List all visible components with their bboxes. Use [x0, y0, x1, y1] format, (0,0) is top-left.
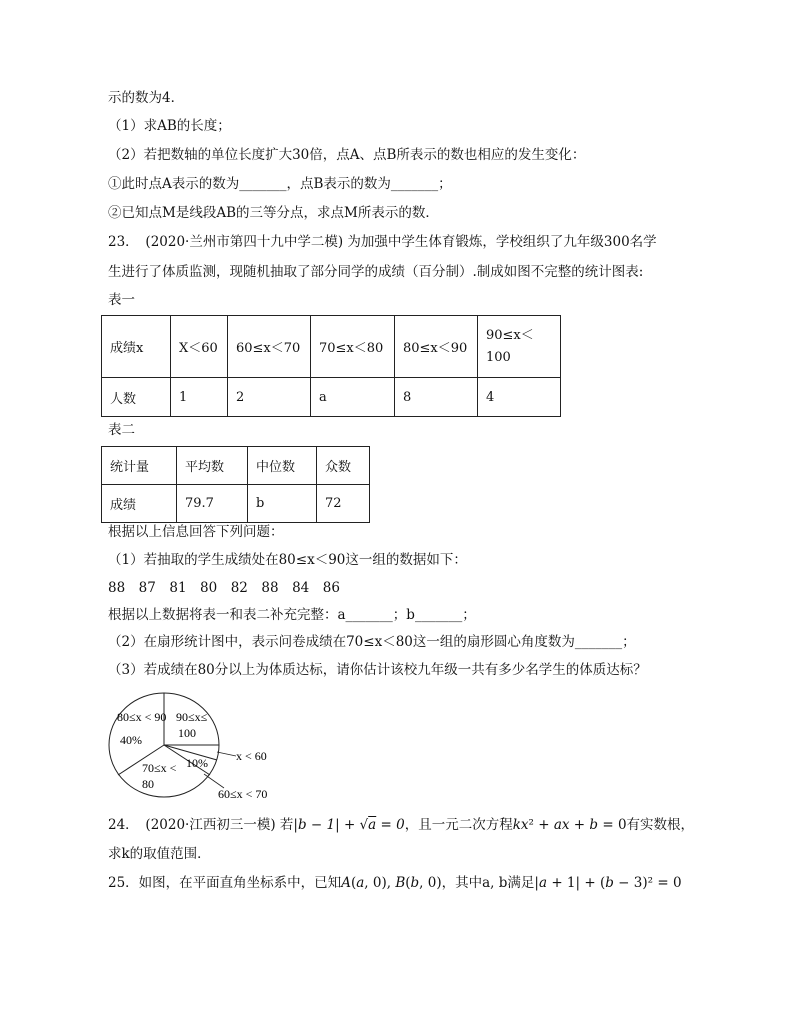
- q24-line-2: 求k的取值范围．: [108, 846, 211, 862]
- table-cell: 成绩: [102, 485, 177, 523]
- prev-question-part-3: ①此时点A表示的数为_______，点B表示的数为_______；: [108, 176, 452, 192]
- slice-percent: 40%: [120, 733, 142, 747]
- table-cell: 1: [171, 378, 228, 417]
- table-one: [101, 315, 561, 417]
- table-cell: 4: [478, 378, 561, 417]
- table-cell: 2: [228, 378, 311, 417]
- slice-label: 80: [142, 777, 154, 791]
- table-cell: X＜60: [171, 316, 228, 378]
- table-cell: a: [311, 378, 395, 417]
- table-cell: 80≤x＜90: [395, 316, 478, 378]
- table-two-data-row: [102, 485, 370, 523]
- outer-label: x < 60: [236, 749, 267, 763]
- table-cell: 成绩x: [102, 316, 171, 378]
- table-cell: 统计量: [102, 447, 177, 485]
- q25-text: 25．如图，在平面直角坐标系中，已知: [108, 875, 342, 891]
- table-cell: 72: [317, 485, 370, 523]
- table-cell: 人数: [102, 378, 171, 417]
- slice-label: 80≤x < 90: [117, 710, 167, 724]
- table-one-header-row: [102, 316, 561, 378]
- table-one-data-row: [102, 378, 561, 417]
- q24-text: ，且一元二次方程: [404, 817, 513, 833]
- q25-formula-condition: |a + 1| + (b − 3)² = 0: [534, 875, 682, 891]
- q23-data-values: 88 87 81 80 82 88 84 86: [108, 580, 340, 596]
- q25-formula-points: A(a, 0), B(b, 0): [341, 875, 442, 891]
- slice-label: 100: [178, 726, 196, 740]
- slice-label: 70≤x <: [142, 761, 177, 775]
- q25-text: ，其中a, b满足: [441, 875, 535, 891]
- table1-caption: 表一: [108, 292, 135, 308]
- q23-sub-question-2: （2）在扇形统计图中，表示问卷成绩在70≤x＜80这一组的扇形圆心角度数为_______；: [108, 634, 636, 650]
- table-cell: 60≤x＜70: [228, 316, 311, 378]
- q23-sub-question-3: （3）若成绩在80分以上为体质达标，请你估计该校九年级一共有多少名学生的体质达标？: [108, 662, 647, 678]
- leader-line: [204, 774, 224, 788]
- table-cell: 众数: [317, 447, 370, 485]
- table-cell: 中位数: [248, 447, 317, 485]
- table-cell: b: [248, 485, 317, 523]
- pie-chart: [106, 690, 286, 808]
- prev-question-part-2: （2）若把数轴的单位长度扩大30倍，点A、点B所表示的数也相应的发生变化：: [108, 147, 586, 163]
- q24-text: 24． (2020·江西初三一模) 若: [108, 817, 294, 833]
- leader-line: [217, 752, 236, 756]
- q24-text: 有实数根，: [626, 817, 695, 833]
- prev-question-part-1: （1）求AB的长度；: [108, 118, 231, 134]
- q23-fill-blanks: 根据以上数据将表一和表二补充完整：a_______；b_______；: [108, 607, 476, 623]
- q23-line-2: 生进行了体质监测，现随机抽取了部分同学的成绩（百分制）.制成如图不完整的统计图表:: [108, 264, 644, 280]
- table-cell-line: 100: [486, 349, 511, 365]
- table-cell: 79.7: [177, 485, 248, 523]
- q23-sub-question-1: （1）若抽取的学生成绩处在80≤x＜90这一组的数据如下：: [108, 552, 467, 568]
- prev-question-tail: 示的数为4．: [108, 90, 185, 106]
- q24-line-1: [108, 815, 694, 835]
- q24-formula-abs-sqrt: |b − 1| + √a = 0: [293, 817, 405, 833]
- table-two: [101, 446, 370, 523]
- q23-line-1: 23． (2020·兰州市第四十九中学二模) 为加强中学生体育锻炼，学校组织了九年级300名学: [108, 234, 657, 250]
- slice-percent: 10%: [186, 756, 208, 770]
- table-cell: 平均数: [177, 447, 248, 485]
- outer-label: 60≤x < 70: [218, 787, 268, 801]
- q24-formula-quadratic: kx² + ax + b = 0: [512, 817, 627, 833]
- q23-prompt: 根据以上信息回答下列问题：: [108, 524, 284, 540]
- table-cell: [478, 316, 561, 378]
- table-two-header-row: [102, 447, 370, 485]
- table2-caption: 表二: [108, 422, 135, 438]
- table-cell: 8: [395, 378, 478, 417]
- q25-line-1: [108, 873, 682, 893]
- slice-label: 90≤x≤: [176, 710, 208, 724]
- prev-question-part-4: ②已知点M是线段AB的三等分点，求点M所表示的数．: [108, 205, 439, 221]
- table-cell: 70≤x＜80: [311, 316, 395, 378]
- table-cell-line: 90≤x＜: [486, 327, 534, 343]
